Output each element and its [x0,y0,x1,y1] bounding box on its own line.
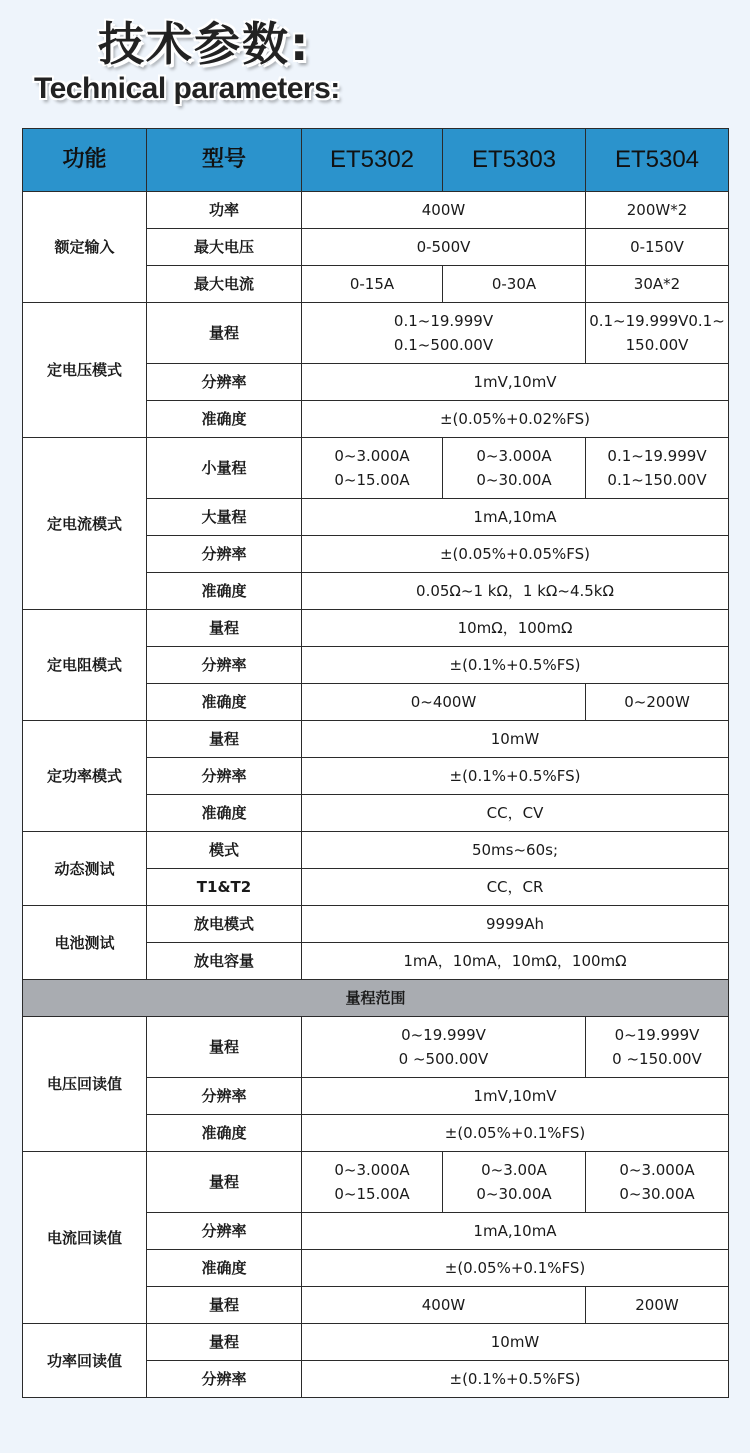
value-line: 0~3.000A [334,447,410,465]
table-row [23,832,729,869]
value-cell [586,1017,729,1078]
value-cell [302,1152,443,1213]
value-cell: ±(0.1%+0.5%FS) [302,758,729,795]
param-range: 量程 [147,721,302,758]
value-line: 0.1~19.999V [393,312,494,330]
param-discharge-capacity: 放电容量 [147,943,302,980]
value-cell: 200W*2 [586,192,729,229]
param-accuracy: 准确度 [147,684,302,721]
value-cell: 0.05Ω~1 kΩ，1 kΩ~4.5kΩ [302,573,729,610]
value-line: 0~19.999V [401,1026,486,1044]
value-cell: 0-150V [586,229,729,266]
value-line: 0~19.999V [614,1026,700,1044]
value-cell: ±(0.1%+0.5%FS) [302,647,729,684]
table-row [23,610,729,647]
value-line: 150.00V [625,336,689,354]
value-cell: 1mV,10mV [302,364,729,401]
value-line: 0.1~19.999V0.1~ [589,312,725,330]
param-power: 功率 [147,192,302,229]
param-small-range: 小量程 [147,438,302,499]
value-line: 0~3.000A [334,1161,410,1179]
value-cell: 400W [302,1287,586,1324]
param-resolution: 分辨率 [147,1361,302,1398]
value-cell: ±(0.05%+0.02%FS) [302,401,729,438]
category-voltage-readback: 电压回读值 [23,1017,147,1152]
param-resolution: 分辨率 [147,1078,302,1115]
section-range-heading: 量程范围 [23,980,729,1017]
category-cv-mode: 定电压模式 [23,303,147,438]
category-cr-mode: 定电阻模式 [23,610,147,721]
value-cell: CC，CR [302,869,729,906]
value-cell: 1mV,10mV [302,1078,729,1115]
param-range: 量程 [147,1324,302,1361]
value-cell: 0-500V [302,229,586,266]
table-row [23,192,729,229]
value-line: 0~3.000A [476,447,552,465]
value-cell: 50ms~60s; [302,832,729,869]
category-dynamic-test: 动态测试 [23,832,147,906]
category-rated-input: 额定输入 [23,192,147,303]
category-power-readback: 功率回读值 [23,1324,147,1398]
value-line: 0~3.00A [481,1161,547,1179]
table-row [23,906,729,943]
value-cell: 0-15A [302,266,443,303]
value-cell [586,438,729,499]
value-cell: 30A*2 [586,266,729,303]
param-accuracy: 准确度 [147,1115,302,1152]
header-model-et5303: ET5303 [443,129,586,192]
category-cc-mode: 定电流模式 [23,438,147,610]
spec-table [22,128,729,1398]
value-line: 0~15.00A [334,471,410,489]
table-row [23,721,729,758]
value-cell [443,438,586,499]
value-line: 0.1~19.999V [607,447,707,465]
param-mode: 模式 [147,832,302,869]
param-resolution: 分辨率 [147,536,302,573]
value-line: 0.1~150.00V [607,471,707,489]
value-line: 0~15.00A [334,1185,410,1203]
param-range: 量程 [147,1152,302,1213]
param-large-range: 大量程 [147,499,302,536]
category-current-readback: 电流回读值 [23,1152,147,1324]
value-cell: CC，CV [302,795,729,832]
header-model-et5302: ET5302 [302,129,443,192]
header-row [23,129,729,192]
value-line: 0~30.00A [476,471,552,489]
param-t1-t2: T1&T2 [147,869,302,906]
value-cell [302,1017,586,1078]
category-cp-mode: 定功率模式 [23,721,147,832]
value-cell: 10mΩ，100mΩ [302,610,729,647]
value-cell: 1mA,10mA [302,1213,729,1250]
value-cell: 9999Ah [302,906,729,943]
header-model: 型号 [147,129,302,192]
table-row [23,303,729,364]
value-cell [586,1152,729,1213]
param-discharge-mode: 放电模式 [147,906,302,943]
value-line: 0.1~500.00V [393,336,494,354]
value-cell: ±(0.05%+0.1%FS) [302,1115,729,1152]
value-cell: 400W [302,192,586,229]
param-resolution: 分辨率 [147,647,302,684]
value-cell: ±(0.1%+0.5%FS) [302,1361,729,1398]
param-accuracy: 准确度 [147,401,302,438]
table-row [23,1017,729,1078]
value-cell: 10mW [302,1324,729,1361]
value-cell: 1mA，10mA，10mΩ，100mΩ [302,943,729,980]
value-cell: 1mA,10mA [302,499,729,536]
value-line: 0~3.000A [619,1161,695,1179]
value-cell: 0-30A [443,266,586,303]
value-cell [302,438,443,499]
param-accuracy: 准确度 [147,795,302,832]
param-accuracy: 准确度 [147,1250,302,1287]
param-resolution: 分辨率 [147,1213,302,1250]
table-row [23,1324,729,1361]
value-cell: 0~400W [302,684,586,721]
value-cell: ±(0.05%+0.1%FS) [302,1250,729,1287]
param-range: 量程 [147,610,302,647]
value-cell: 200W [586,1287,729,1324]
category-battery-test: 电池测试 [23,906,147,980]
param-range: 量程 [147,1287,302,1324]
table-row [23,438,729,499]
param-range: 量程 [147,1017,302,1078]
header-function: 功能 [23,129,147,192]
value-cell [443,1152,586,1213]
section-row [23,980,729,1017]
header-model-et5304: ET5304 [586,129,729,192]
page-title-english: Technical parameters: [34,72,340,105]
param-accuracy: 准确度 [147,573,302,610]
param-range: 量程 [147,303,302,364]
page-title-chinese: 技术参数: [98,17,311,71]
param-resolution: 分辨率 [147,758,302,795]
table-row [23,1152,729,1213]
value-line: 0 ~500.00V [398,1050,489,1068]
value-cell: ±(0.05%+0.05%FS) [302,536,729,573]
value-cell: 10mW [302,721,729,758]
value-cell [302,303,586,364]
value-line: 0~30.00A [476,1185,552,1203]
value-line: 0~30.00A [619,1185,695,1203]
value-line: 0 ~150.00V [612,1050,702,1068]
param-max-current: 最大电流 [147,266,302,303]
param-resolution: 分辨率 [147,364,302,401]
param-max-voltage: 最大电压 [147,229,302,266]
value-cell: 0~200W [586,684,729,721]
value-cell [586,303,729,364]
